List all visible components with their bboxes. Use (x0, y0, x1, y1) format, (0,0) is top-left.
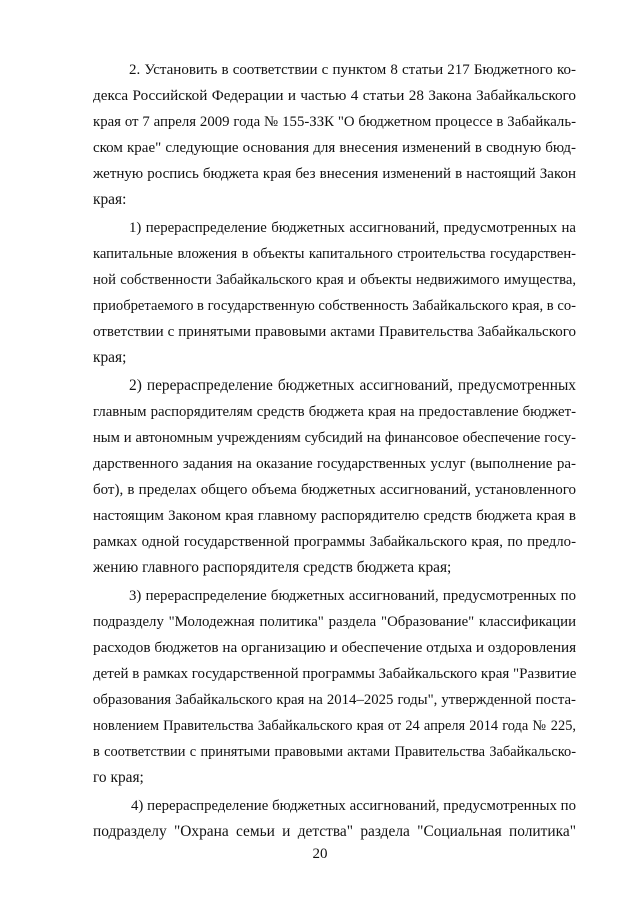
text-line: края: (93, 191, 127, 208)
text-line: новлением Правительства Забайкальского края от 24 апреля 2014 года № 225, (93, 718, 576, 734)
text-line: ной собственности Забайкальского края и объекты недвижимого имущества, (93, 272, 576, 288)
text-line: 2. Установить в соответствии с пунктом 8 статьи 217 Бюджетного ко- (129, 62, 576, 78)
text-line: 1) перераспределение бюджетных ассигнований, предусмотренных на (129, 220, 576, 236)
text-line: подразделу "Охрана семьи и детства" раздела "Социальная политика" (93, 823, 576, 840)
text-line: детей в рамках государственной программы Забайкальского края "Развитие (93, 666, 576, 682)
text-line: подразделу "Молодежная политика" раздела "Образование" классификации (93, 614, 576, 630)
page-number: 20 (312, 846, 328, 862)
text-line: жению главного распорядителя средств бюджета края; (93, 559, 452, 576)
text-line: края от 7 апреля 2009 года № 155-ЗЗК "О бюджетном процессе в Забайкаль- (93, 114, 576, 130)
text-line: ском крае" следующие основания для внесения изменений в сводную бюд- (93, 140, 576, 156)
text-line: образования Забайкальского края на 2014–2025 годы", утвержденной поста- (93, 692, 576, 708)
text-line: го края; (93, 769, 144, 786)
text-line: 4) перераспределение бюджетных ассигнований, предусмотренных по (131, 798, 576, 814)
text-line: 3) перераспределение бюджетных ассигнований, предусмотренных по (129, 588, 576, 604)
text-line: расходов бюджетов на организацию и обеспечение отдыха и оздоровления (93, 639, 576, 656)
text-line: дарственного задания на оказание государственных услуг (выполнение ра- (93, 456, 576, 472)
text-line: рамках одной государственной программы Забайкальского края, по предло- (93, 534, 576, 550)
text-line: капитальные вложения в объекты капитального строительства государствен- (93, 246, 576, 262)
text-line: главным распорядителям средств бюджета края на предоставление бюджет- (93, 404, 576, 420)
text-line: ответствии с принятыми правовыми актами Правительства Забайкальского (93, 324, 576, 340)
text-line: ным и автономным учреждениям субсидий на финансовое обеспечение госу- (93, 430, 576, 446)
text-line: декса Российской Федерации и частью 4 статьи 28 Закона Забайкальского (93, 87, 576, 104)
text-line: приобретаемого в государственную собственность Забайкальского края, в со- (93, 298, 576, 314)
text-line: края; (93, 349, 127, 366)
text-line: настоящим Законом края главному распорядителю средств бюджета края в (93, 508, 576, 524)
text-line: 2) перераспределение бюджетных ассигнований, предусмотренных (129, 377, 576, 394)
text-line: бот), в пределах общего объема бюджетных ассигнований, установленного (93, 482, 576, 498)
text-line: в соответствии с принятыми правовыми актами Правительства Забайкальско- (93, 744, 576, 760)
text-line: жетную роспись бюджета края без внесения изменений в настоящий Закон (93, 166, 576, 182)
